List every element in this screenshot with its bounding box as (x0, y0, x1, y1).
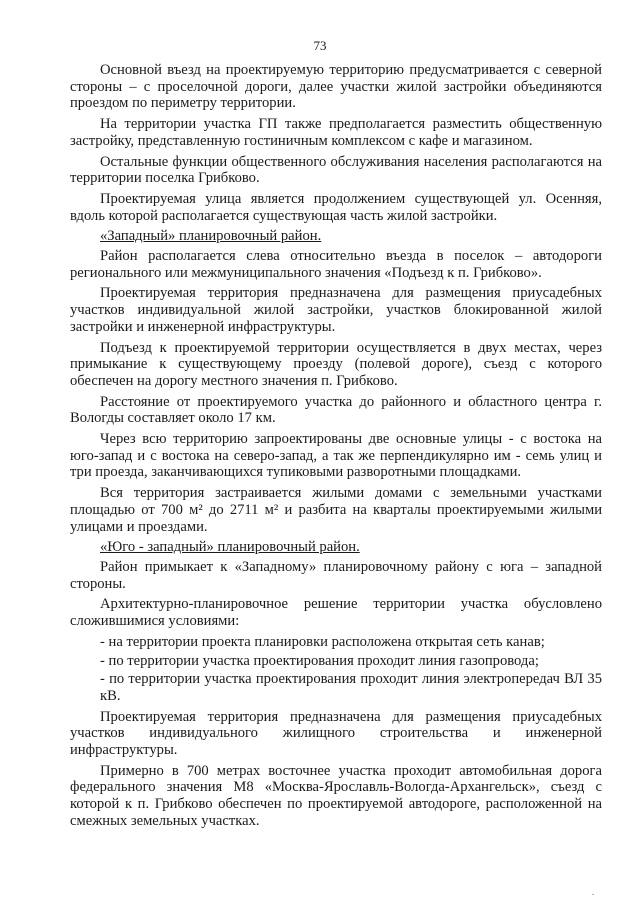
heading-southwest-district: «Юго - западный» планировочный район. (100, 539, 360, 556)
list-item-ditches: - на территории проекта планировки расположена открытая сеть канав; (100, 633, 545, 650)
paragraph-main-entrance: Основной въезд на проектируемую территорию предусматривается с северной стороны – с проселочной дороги, далее участки жилой застройки объединяются проездом по периметру территории. (70, 62, 602, 112)
paragraph-access: Подъезд к проектируемой территории осуществляется в двух местах, через примыкание к существующему проезду (полевой дороге), съезд с которого обеспечен на дорогу местного значения п. Грибково. (70, 339, 602, 389)
paragraph-distance: Расстояние от проектируемого участка до районного и областного центра г. Вологды составляет около 17 км. (70, 393, 602, 427)
page-number: 73 (313, 38, 327, 53)
paragraph-southwest-purpose: Проектируемая территория предназначена для размещения приусадебных участков индивидуального жилищного строительства и инженерной инфраструктуры. (70, 708, 602, 759)
paragraph-southwest-adjacency: Район примыкает к «Западному» планировочному району с юга – западной стороны. (70, 558, 602, 592)
paragraph-streets: Через всю территорию запроектированы две основные улицы - с востока на юго-запад и с востока на северо-запад, а так же перпендикулярно им - семь улиц и три проезда, заканчивающихся тупиковыми разворотными площадками. (70, 431, 602, 481)
paragraph-district-location: Район располагается слева относительно въезда в поселок – автодороги регионального или межмуниципального значения «Подъезд к п. Грибково». (70, 248, 602, 281)
paragraph-street: Проектируемая улица является продолжением существующей ул. Осенняя, вдоль которой располагается существующая часть жилой застройки. (70, 190, 602, 224)
paragraph-planning-conditions: Архитектурно-планировочное решение территории участка обусловлено сложившимися условиями: (70, 596, 602, 630)
paragraph-territory-purpose: Проектируемая территория предназначена для размещения приусадебных участков индивидуальной жилой застройки, участков блокированной жилой застройки и инженерной инфраструктуры. (70, 285, 602, 335)
scan-mark: . (592, 887, 595, 897)
document-body (70, 62, 602, 834)
paragraph-public-buildings: На территории участка ГП также предполагается разместить общественную застройку, представленную гостиничным комплексом с кафе и магазином. (70, 116, 602, 149)
paragraph-other-services: Остальные функции общественного обслуживания населения располагаются на территории поселка Грибково. (70, 153, 602, 187)
paragraph-federal-road: Примерно в 700 метрах восточнее участка проходит автомобильная дорога федерального значения М8 «Москва-Ярославль-Вологда-Архангельск», съезд с которой к п. Грибково обеспечен по проектируемой автодороге, расположенной на смежных земельных участках. (70, 762, 602, 829)
list-item-power-line: - по территории участка проектирования проходит линия электропередач ВЛ 35 кВ. (100, 671, 602, 704)
list-item-gas-pipeline: - по территории участка проектирования проходит линия газопровода; (100, 652, 539, 669)
heading-western-district: «Западный» планировочный район. (100, 228, 322, 245)
paragraph-building-plots: Вся территория застраивается жилыми домами с земельными участками площадью от 700 м² до 2711 м² и разбита на кварталы проектируемыми жилыми улицами и проездами. (70, 485, 602, 535)
